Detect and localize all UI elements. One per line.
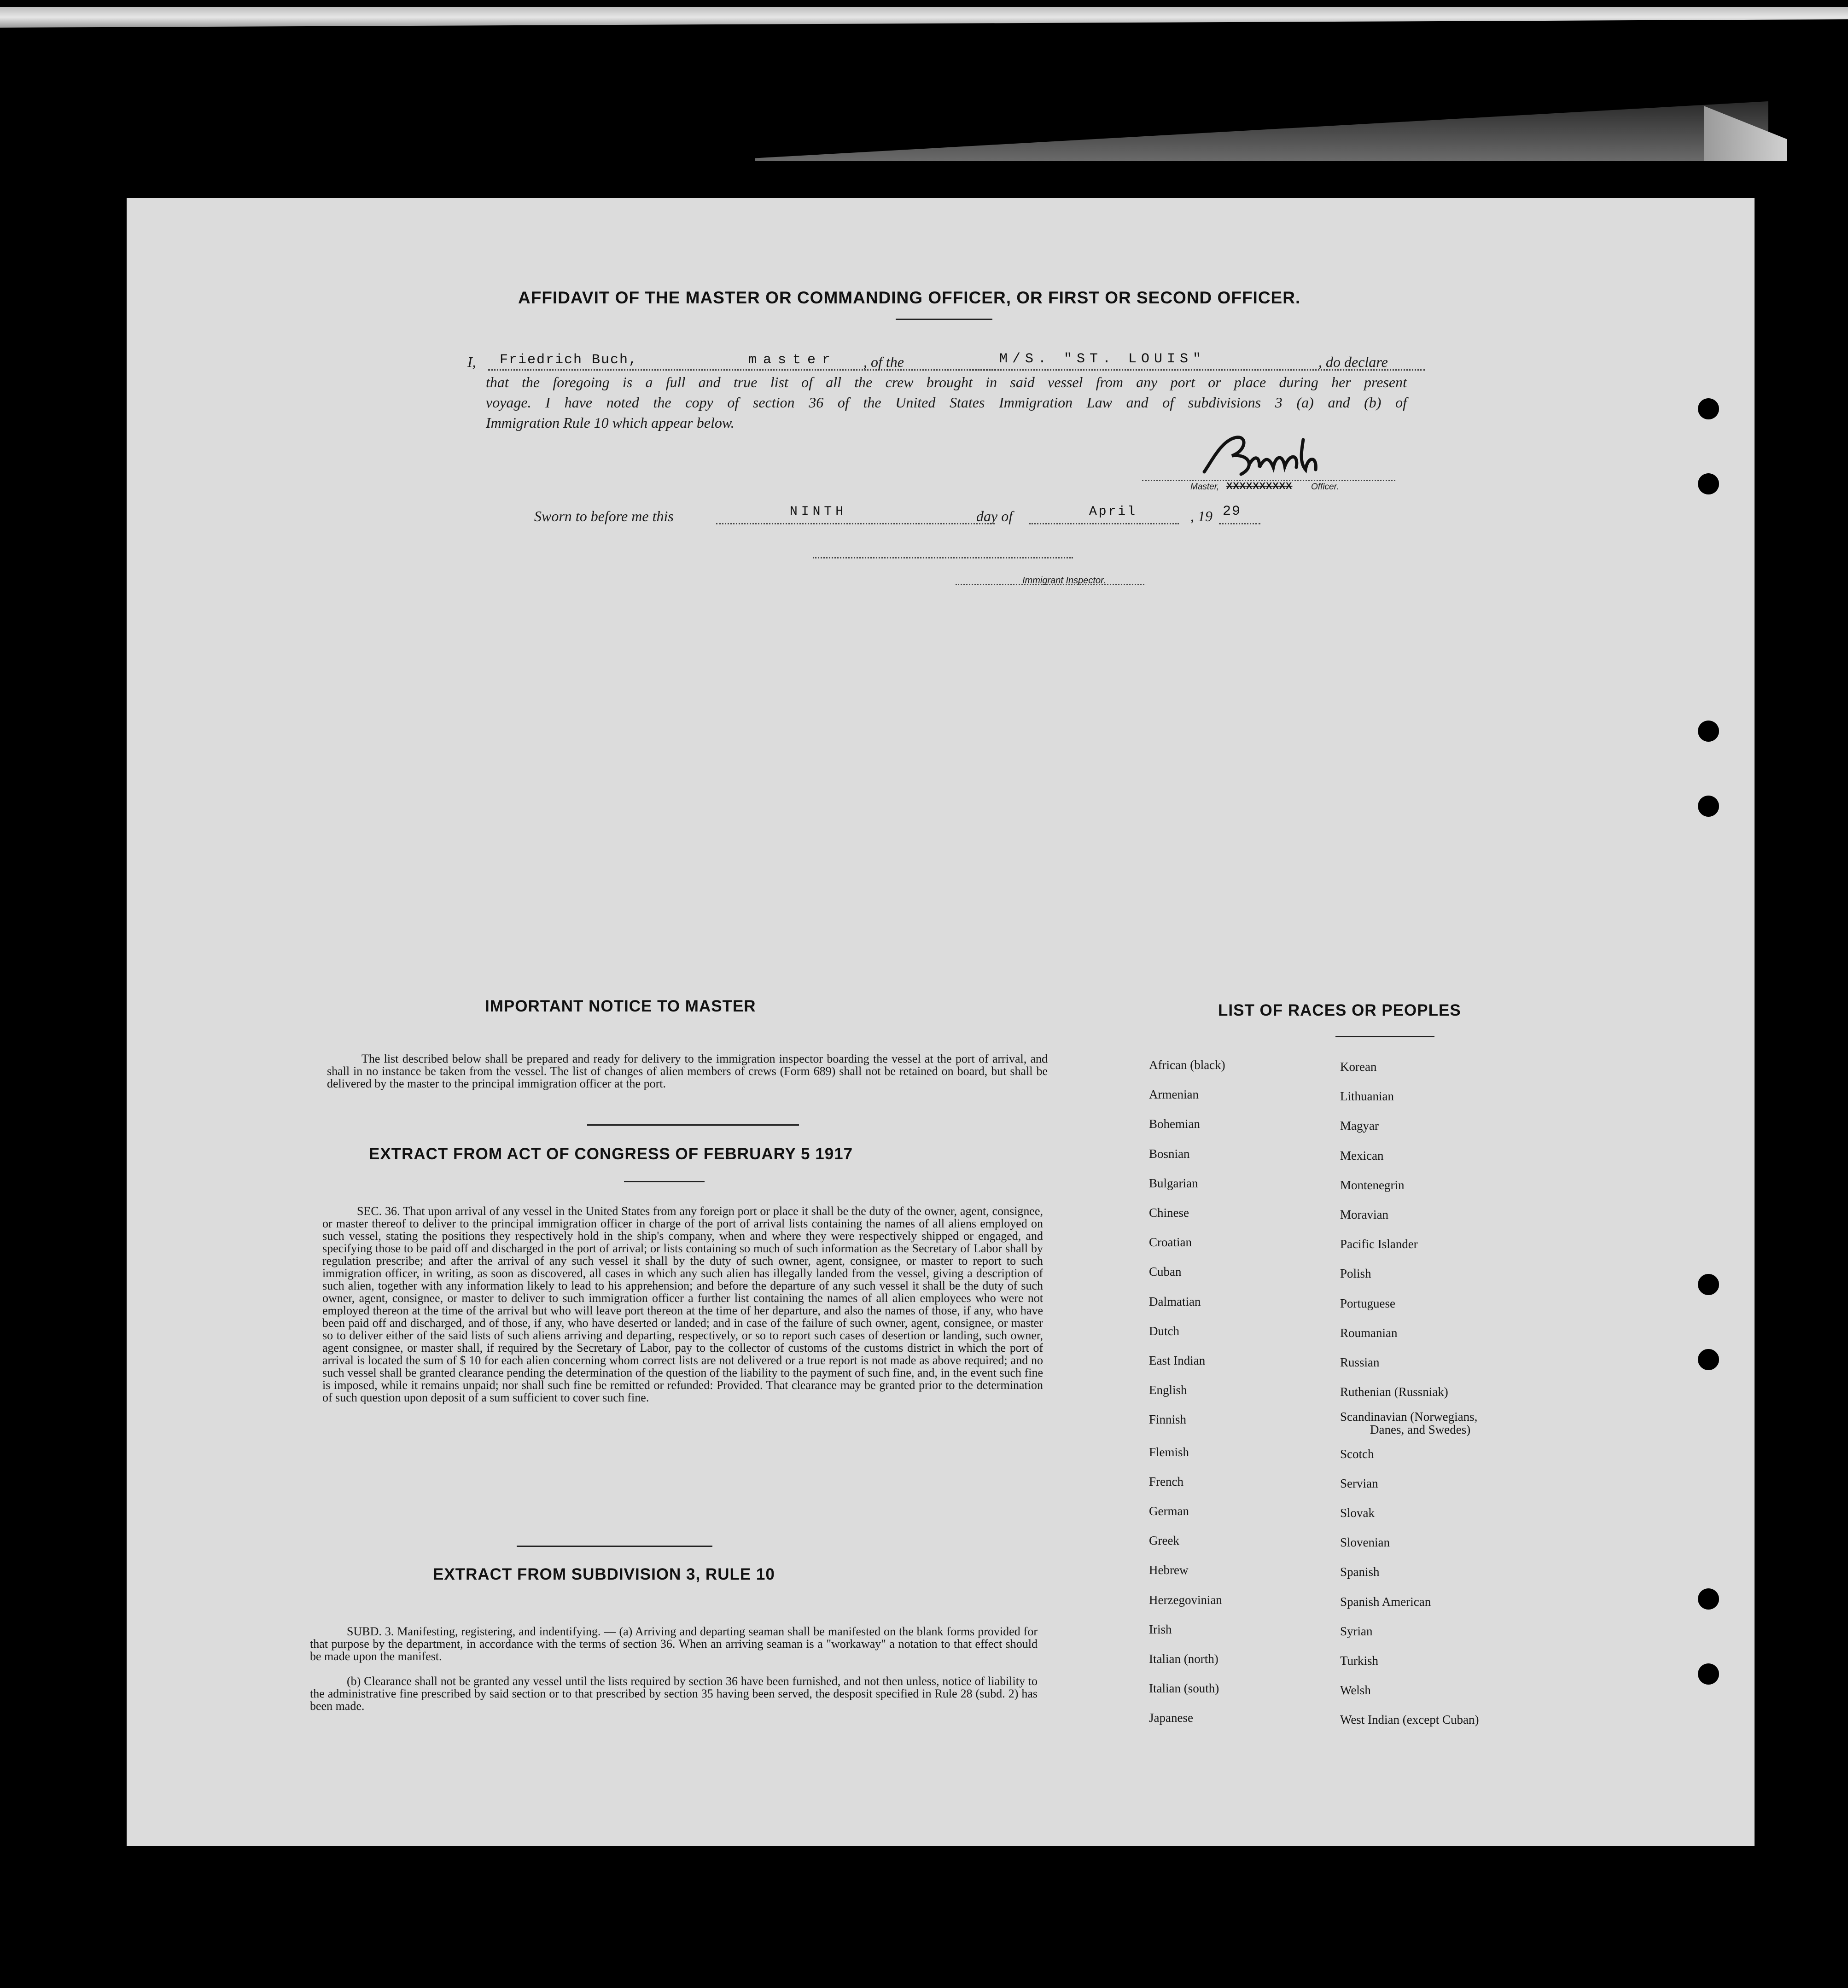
race-item: Russian — [1340, 1355, 1380, 1369]
race-item: Herzegovinian — [1149, 1593, 1222, 1607]
race-item: Korean — [1340, 1060, 1377, 1074]
signature-image — [1195, 430, 1370, 481]
do-declare-label: , do declare — [1318, 354, 1388, 370]
race-item: Syrian — [1340, 1624, 1373, 1638]
race-item: Slovenian — [1340, 1535, 1390, 1550]
race-item: Polish — [1340, 1267, 1371, 1281]
punch-hole — [1698, 473, 1719, 494]
act-title: EXTRACT FROM ACT OF CONGRESS OF FEBRUARY 5 1917 — [369, 1145, 853, 1163]
section-rule — [624, 1181, 705, 1182]
punch-hole — [1698, 721, 1719, 742]
race-item: Greek — [1149, 1534, 1179, 1548]
of-the-label: , of the — [863, 354, 904, 370]
race-item: Spanish — [1340, 1565, 1380, 1579]
race-item: Hebrew — [1149, 1563, 1189, 1577]
sworn-label: Sworn to before me this — [534, 508, 674, 524]
affidavit-title: AFFIDAVIT OF THE MASTER OR COMMANDING OFFICER, OR FIRST OR SECOND OFFICER. — [518, 288, 1301, 307]
sworn-day: NINTH — [790, 505, 847, 519]
race-item: Pacific Islander — [1340, 1237, 1418, 1251]
punch-hole — [1698, 1349, 1719, 1370]
punch-hole — [1698, 1663, 1719, 1685]
race-item: Magyar — [1340, 1119, 1379, 1133]
notice-text: The list described below shall be prepared and ready for delivery to the immigration inspector boarding the vessel at the port of arrival, and shall in no instance be taken from the vessel. The list of changes of alien members of crews (Form 689) shall not be retained on board, but shall be delivered by the master to the principal immigration officer at the port. — [327, 1052, 1048, 1090]
race-item: Scandinavian (Norwegians, — [1340, 1410, 1478, 1424]
master-name: Friedrich Buch, — [500, 352, 638, 368]
race-item: German — [1149, 1504, 1189, 1518]
master-rank: master — [748, 352, 837, 368]
title-rule — [896, 319, 992, 320]
race-item: Dalmatian — [1149, 1294, 1201, 1308]
punch-hole — [1698, 1588, 1719, 1610]
race-item: French — [1149, 1474, 1183, 1488]
race-item: Flemish — [1149, 1445, 1189, 1459]
race-item: Spanish American — [1340, 1594, 1431, 1609]
race-item: Roumanian — [1340, 1325, 1398, 1340]
act-text: SEC. 36. That upon arrival of any vessel in the United States from any foreign port or place it shall be the duty of the owner, agent, consignee, or master thereof to deliver to the principal immigration officer in charge of the port of arrival lists containing the names of all aliens employed on such vessel, stating the positions they respectively hold in the ship's company, when and where they were respectively shipped or engaged, and specifying those to be paid off and discharged in the port of arrival; or lists containing so much of such information as the Secretary of Labor shall by regulation prescribe; and after the arrival of any such vessel it shall by the duty of such owner, agent, consignee, or master to report to such immigration officer, in writing, as soon as discovered, all cases in which any such alien has illegally landed from the vessel, giving a description of such alien, together with any information likely to lead to his apprehension; and before the departure of any such vessel it shall be the duty of such owner, agent, consignee, or master to deliver to such immigration officer a further list containing the names of all alien employees who were not employed thereon at the time of the arrival but who will leave port thereon at the time of her departure, and also the names of those, if any, who have been paid off and discharged, and of those, if any, who have deserted or landed; and in case of the failure of such owner, agent, consignee, or master so to deliver either of the said lists of such aliens arriving and departing, respectively, or so to report such cases of desertion or landing, such owner, agent consignee, or master shall, if required by the Secretary of Labor, pay to the collector of customs of the customs district in which the port of arrival is located the sum of $ 10 for each alien concerning whom correct lists are not delivered or a true report is not made as above required; and no such vessel shall be granted clearance pending the determination of the question of the liability to the payment of such fine, and, in the event such fine is imposed, while it remains unpaid; nor shall such fine be remitted or refunded: Provided. That clearance may be granted prior to the determination of such question upon deposit of a sum sufficient to cover such fine. — [322, 1204, 1043, 1404]
scan-top-edge — [0, 7, 1848, 28]
sworn-month: April — [1089, 505, 1137, 519]
affidavit-line-3: voyage. I have noted the copy of section 36 of the United States Immigration Law and of subdivisions 3 (a) and (b) of — [486, 394, 1407, 411]
race-item: Moravian — [1340, 1208, 1388, 1221]
day-of-label: day of — [976, 508, 1013, 524]
sworn-year: 29 — [1223, 504, 1242, 519]
race-item: Servian — [1340, 1476, 1378, 1490]
race-item: Japanese — [1149, 1711, 1193, 1725]
rule-title: EXTRACT FROM SUBDIVISION 3, RULE 10 — [433, 1565, 775, 1583]
section-rule — [1335, 1036, 1434, 1037]
race-item: African (black) — [1149, 1058, 1225, 1072]
race-item: Slovak — [1340, 1506, 1375, 1520]
race-item: Armenian — [1149, 1087, 1199, 1102]
year-prefix: , 19 — [1190, 508, 1213, 524]
fill-line — [1029, 523, 1179, 524]
fill-line — [1219, 523, 1260, 524]
race-item: Italian (south) — [1149, 1681, 1219, 1696]
document-page — [127, 198, 1755, 1846]
race-item: Bosnian — [1149, 1146, 1190, 1161]
inspector-line — [813, 557, 1073, 558]
vessel-name: M/S. "ST. LOUIS" — [999, 351, 1206, 367]
race-item: West Indian (except Cuban) — [1340, 1713, 1479, 1727]
race-item: Scotch — [1340, 1447, 1374, 1461]
rule-text-a: SUBD. 3. Manifesting, registering, and indentifying. — (a) Arriving and departing seaman shall be manifested on the blank forms provided for that purpose by the department, in accordance with the terms of section 36. When an arriving seaman is a "workaway" a notation to that effect should be made upon the manifest. — [310, 1625, 1038, 1663]
race-item: Bohemian — [1149, 1117, 1200, 1131]
race-item: Irish — [1149, 1622, 1172, 1636]
race-item: East Indian — [1149, 1354, 1206, 1367]
punch-hole — [1698, 1274, 1719, 1295]
signature-caption: Master, — [1190, 482, 1219, 492]
punch-hole — [1698, 796, 1719, 817]
struck-title: XXXXXXXXXX — [1226, 481, 1293, 491]
race-item: Croatian — [1149, 1235, 1192, 1250]
officer-suffix: Officer. — [1311, 482, 1339, 492]
scan-underlying-page-edge — [755, 101, 1768, 161]
affidavit-line-2: that the foregoing is a full and true list of all the crew brought in said vessel from any port or place during her present — [486, 374, 1407, 390]
inspector-caption: Immigrant Inspector. — [1022, 575, 1106, 586]
race-item: English — [1149, 1383, 1187, 1397]
race-item: Cuban — [1149, 1265, 1182, 1279]
race-item: Ruthenian (Russniak) — [1340, 1385, 1448, 1399]
race-item: Bulgarian — [1149, 1176, 1198, 1190]
affidavit-prefix: I, — [467, 354, 476, 370]
race-item: Danes, and Swedes) — [1370, 1423, 1471, 1437]
race-item: Chinese — [1149, 1206, 1189, 1220]
affidavit-line-4: Immigration Rule 10 which appear below. — [486, 414, 735, 431]
race-item: Welsh — [1340, 1683, 1371, 1697]
race-item: Lithuanian — [1340, 1089, 1394, 1104]
rule-text-b: (b) Clearance shall not be granted any vessel until the lists required by section 36 have been furnished, and not then unless, notice of liability to the administrative fine prescribed by said section or to that prescribed by section 35 having been served, the desposit specified in Rule 28 (subd. 2) has been made. — [310, 1674, 1038, 1713]
race-item: Finnish — [1149, 1413, 1187, 1427]
fill-line — [716, 523, 995, 524]
section-rule — [587, 1124, 799, 1126]
punch-hole — [1698, 398, 1719, 419]
races-title: LIST OF RACES OR PEOPLES — [1218, 1001, 1461, 1019]
race-item: Italian (north) — [1149, 1652, 1218, 1666]
race-item: Portuguese — [1340, 1296, 1395, 1310]
notice-title: IMPORTANT NOTICE TO MASTER — [485, 997, 756, 1015]
race-item: Dutch — [1149, 1324, 1179, 1338]
race-item: Turkish — [1340, 1654, 1379, 1668]
fill-line — [488, 369, 999, 371]
section-rule — [517, 1546, 712, 1547]
race-item: Mexican — [1340, 1148, 1384, 1163]
race-item: Montenegrin — [1340, 1178, 1405, 1192]
